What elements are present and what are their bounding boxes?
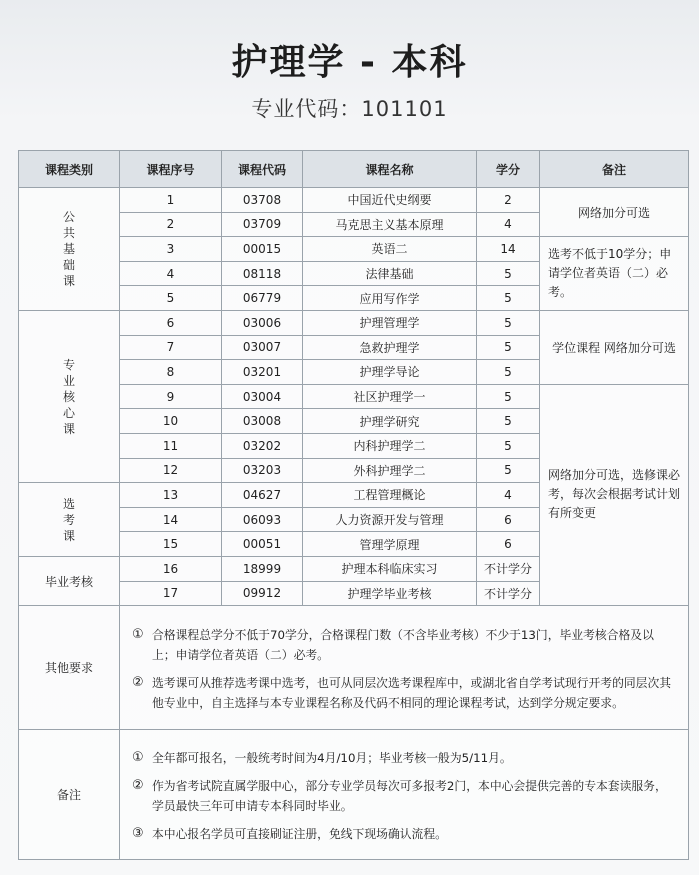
course-code: 08118	[222, 261, 303, 286]
category-char: 核	[62, 389, 75, 404]
course-name: 中国近代史纲要	[303, 188, 477, 213]
course-credit: 5	[477, 433, 540, 458]
course-no: 12	[120, 458, 222, 483]
page-header	[0, 0, 699, 140]
course-code: 03708	[222, 188, 303, 213]
item-text: 作为省考试院直属学服中心，部分专业学员每次可多报考2门，本中心会提供完善的专本套读服务，学员最快三年可申请专本科同时毕业。	[152, 778, 667, 813]
requirements-table	[18, 605, 689, 860]
course-code: 03201	[222, 360, 303, 385]
category-elective	[19, 483, 120, 557]
course-credit: 5	[477, 384, 540, 409]
course-credit: 14	[477, 237, 540, 262]
item-number: ②	[132, 777, 144, 793]
course-name: 护理学导论	[303, 360, 477, 385]
category-char: 业	[62, 373, 75, 388]
course-no: 2	[120, 212, 222, 237]
course-name: 内科护理学二	[303, 433, 477, 458]
course-no: 14	[120, 507, 222, 532]
course-name: 护理管理学	[303, 310, 477, 335]
course-credit: 不计学分	[477, 556, 540, 581]
course-name: 外科护理学二	[303, 458, 477, 483]
course-name: 护理学研究	[303, 409, 477, 434]
course-no: 6	[120, 310, 222, 335]
course-credit: 5	[477, 286, 540, 311]
course-credit: 2	[477, 188, 540, 213]
course-code: 09912	[222, 581, 303, 606]
course-code: 03006	[222, 310, 303, 335]
course-credit: 不计学分	[477, 581, 540, 606]
course-code: 06093	[222, 507, 303, 532]
course-credit: 5	[477, 458, 540, 483]
course-credit: 5	[477, 335, 540, 360]
remark-cell: 网络加分可选	[540, 188, 689, 237]
table-row	[19, 188, 689, 213]
category-char: 基	[62, 241, 75, 256]
col-header-seq: 课程序号	[120, 151, 222, 188]
course-name: 护理本科临床实习	[303, 556, 477, 581]
list-item	[132, 776, 676, 816]
course-credit: 4	[477, 212, 540, 237]
category-char: 课	[62, 273, 75, 288]
col-header-name: 课程名称	[303, 151, 477, 188]
category-char: 共	[62, 225, 75, 240]
course-no: 13	[120, 483, 222, 508]
item-text: 全年都可报名，一般统考时间为4月/10月；毕业考核一般为5/11月。	[152, 750, 512, 765]
item-text: 合格课程总学分不低于70学分，合格课程门数（不含毕业考核）不少于13门，毕业考核合格及以上；申请学位者英语（二）必考。	[152, 627, 654, 662]
course-no: 8	[120, 360, 222, 385]
course-name: 法律基础	[303, 261, 477, 286]
table-row	[19, 606, 689, 730]
course-credit: 4	[477, 483, 540, 508]
course-name: 护理学毕业考核	[303, 581, 477, 606]
table-row	[19, 730, 689, 860]
item-text: 本中心报名学员可直接刷证注册，免线下现场确认流程。	[152, 826, 447, 841]
course-name: 管理学原理	[303, 532, 477, 557]
course-code: 18999	[222, 556, 303, 581]
course-credit: 5	[477, 360, 540, 385]
requirements-body	[120, 606, 689, 730]
course-credit: 5	[477, 261, 540, 286]
page-title: 护理学 - 本科	[231, 42, 468, 83]
course-name: 社区护理学一	[303, 384, 477, 409]
col-header-credit: 学分	[477, 151, 540, 188]
course-name: 应用写作学	[303, 286, 477, 311]
category-char: 心	[62, 405, 75, 420]
table-header-row	[19, 151, 689, 188]
list-item	[132, 625, 676, 665]
course-code: 03004	[222, 384, 303, 409]
col-header-category: 课程类别	[19, 151, 120, 188]
category-char: 课	[62, 528, 75, 543]
course-no: 1	[120, 188, 222, 213]
course-no: 10	[120, 409, 222, 434]
course-no: 16	[120, 556, 222, 581]
table-row	[19, 384, 689, 409]
category-char: 专	[62, 357, 75, 372]
course-credit: 5	[477, 409, 540, 434]
course-no: 5	[120, 286, 222, 311]
course-no: 9	[120, 384, 222, 409]
category-char: 础	[62, 257, 75, 272]
course-name: 急救护理学	[303, 335, 477, 360]
item-number: ②	[132, 674, 144, 690]
course-no: 15	[120, 532, 222, 557]
course-code: 00051	[222, 532, 303, 557]
course-code: 03203	[222, 458, 303, 483]
table-row	[19, 237, 689, 262]
list-item	[132, 673, 676, 713]
category-char: 考	[62, 512, 75, 527]
course-no: 7	[120, 335, 222, 360]
col-header-code: 课程代码	[222, 151, 303, 188]
remark-cell: 网络加分可选，选修课必考，每次会根据考试计划有所变更	[540, 384, 689, 605]
category-char: 课	[62, 421, 75, 436]
course-code: 00015	[222, 237, 303, 262]
course-code: 03202	[222, 433, 303, 458]
course-name: 工程管理概论	[303, 483, 477, 508]
course-code: 03007	[222, 335, 303, 360]
course-name: 英语二	[303, 237, 477, 262]
major-code: 专业代码：101101	[251, 97, 448, 121]
notes-label: 备注	[19, 730, 120, 860]
list-item	[132, 824, 676, 844]
category-public	[19, 188, 120, 311]
course-credit: 6	[477, 507, 540, 532]
category-char: 公	[62, 209, 75, 224]
course-no: 17	[120, 581, 222, 606]
item-number: ①	[132, 749, 144, 765]
course-name: 马克思主义基本原理	[303, 212, 477, 237]
course-no: 11	[120, 433, 222, 458]
course-code: 04627	[222, 483, 303, 508]
col-header-remark: 备注	[540, 151, 689, 188]
course-table	[18, 150, 689, 606]
item-number: ③	[132, 825, 144, 841]
course-credit: 5	[477, 310, 540, 335]
category-char: 选	[62, 496, 75, 511]
item-text: 选考课可从推荐选考课中选考，也可从同层次选考课程库中，或湖北省自学考试现行开考的同层次其他专业中，自主选择与本专业课程名称及代码不相同的理论课程考试，达到学分规定要求。	[152, 675, 672, 710]
category-core	[19, 310, 120, 482]
course-credit: 6	[477, 532, 540, 557]
requirements-label: 其他要求	[19, 606, 120, 730]
course-code: 03709	[222, 212, 303, 237]
course-code: 03008	[222, 409, 303, 434]
remark-cell: 学位课程 网络加分可选	[540, 310, 689, 384]
category-graduation: 毕业考核	[19, 556, 120, 605]
course-no: 4	[120, 261, 222, 286]
notes-body	[120, 730, 689, 860]
list-item	[132, 748, 676, 768]
table-row	[19, 310, 689, 335]
remark-cell: 选考不低于10学分；申请学位者英语（二）必考。	[540, 237, 689, 311]
course-name: 人力资源开发与管理	[303, 507, 477, 532]
course-code: 06779	[222, 286, 303, 311]
course-no: 3	[120, 237, 222, 262]
item-number: ①	[132, 626, 144, 642]
